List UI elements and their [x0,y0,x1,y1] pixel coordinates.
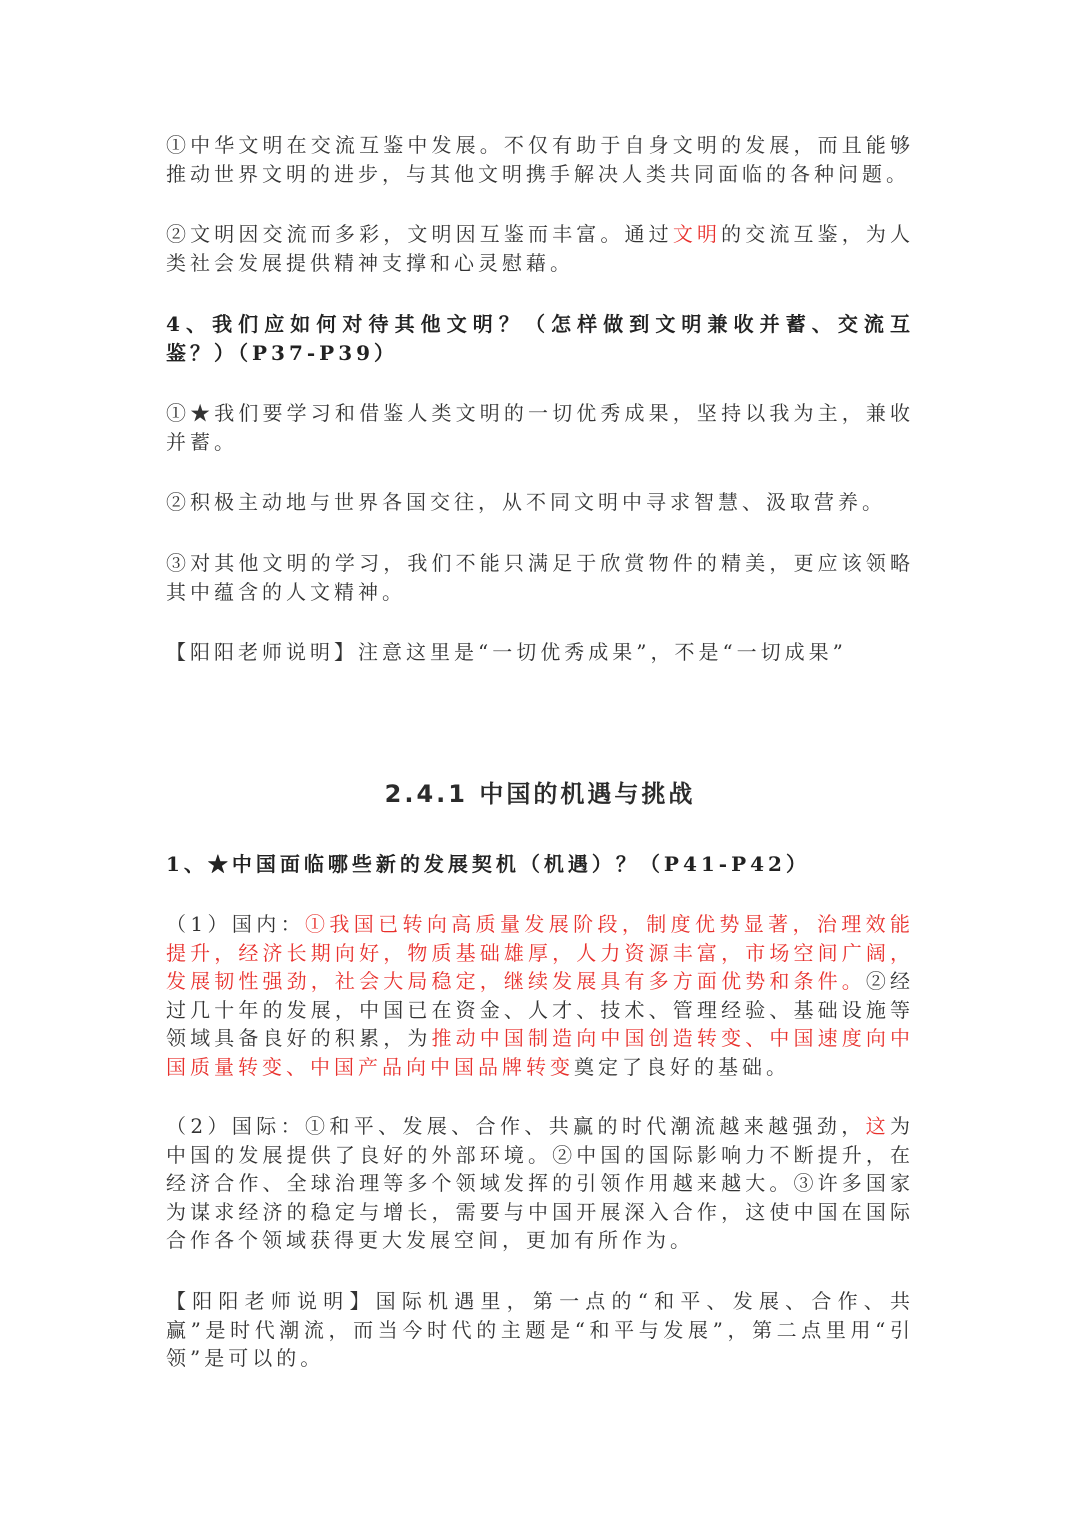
answer-4-item-1: ①★我们要学习和借鉴人类文明的一切优秀成果，坚持以我为主，兼收并蓄。 [166,401,914,454]
domestic-opportunities-paragraph: （1）国内：①我国已转向高质量发展阶段，制度优势显著，治理效能提升，经济长期向好，物质基础雄厚，人力资源丰富，市场空间广阔，发展韧性强劲，社会大局稳定，继续发展具有多方面优势和条件。②经过几十年的发展，中国已在资金、人才、技术、管理经验、基础设施等领域具备良好的积累，为推动中国制造向中国创造转变、中国速度向中国质量转变、中国产品向中国品牌转变奠定了良好的基础。 [166,912,915,1079]
question-1-heading: 1、★中国面临哪些新的发展契机（机遇）？（P41-P42） [166,852,810,876]
highlight-text: 这 [865,1114,891,1138]
civilization-exchange-paragraph: ②文明因交流而多彩，文明因互鉴而丰富。通过文明的交流互鉴，为人类社会发展提供精神支撑和心灵慰藉。 [166,222,915,275]
highlight-text: 文明 [672,222,722,246]
civilization-development-paragraph [166,131,914,188]
highlight-text: ①我国已转向高质量发展阶段，制度优势显著，治理效能提升，经济长期向好，物质基础雄厚，人力资源丰富，市场空间广阔，发展韧性强劲，社会大局稳定，继续发展具有多方面优势和条件。 [166,912,914,993]
teacher-note-2: 【阳阳老师说明】国际机遇里，第一点的“和平、发展、合作、共赢”是时代潮流，而当今时代的主题是“和平与发展”，第二点里用“引领”是可以的。 [166,1289,914,1370]
paragraph-text: ①中华文明在交流互鉴中发展。不仅有助于自身文明的发展，而且能够推动世界文明的进步，与其他文明携手解决人类共同面临的各种问题。 [166,133,914,186]
international-opportunities-paragraph: （2）国际：①和平、发展、合作、共赢的时代潮流越来越强劲，这为中国的发展提供了良好的外部环境。②中国的国际影响力不断提升，在经济合作、全球治理等多个领域发挥的引领作用越来越大。③许多国家为谋求经济的稳定与增长，需要与中国开展深入合作，这使中国在国际合作各个领域获得更大发展空间，更加有所作为。 [166,1114,915,1252]
teacher-note-1: 【阳阳老师说明】注意这里是“一切优秀成果”，不是“一切成果” [166,640,847,664]
answer-4-item-3: ③对其他文明的学习，我们不能只满足于欣赏物件的精美，更应该领略其中蕴含的人文精神。 [166,551,914,604]
section-title: 2.4.1 中国的机遇与挑战 [384,780,696,808]
highlight-text: 推动中国制造向中国创造转变、中国速度向中国质量转变、中国产品向中国品牌转变 [166,1026,915,1079]
question-4-heading: 4、我们应如何对待其他文明？（怎样做到文明兼收并蓄、交流互鉴？）（P37-P39） [166,312,914,365]
answer-4-item-2: ②积极主动地与世界各国交往，从不同文明中寻求智慧、汲取营养。 [166,490,886,514]
